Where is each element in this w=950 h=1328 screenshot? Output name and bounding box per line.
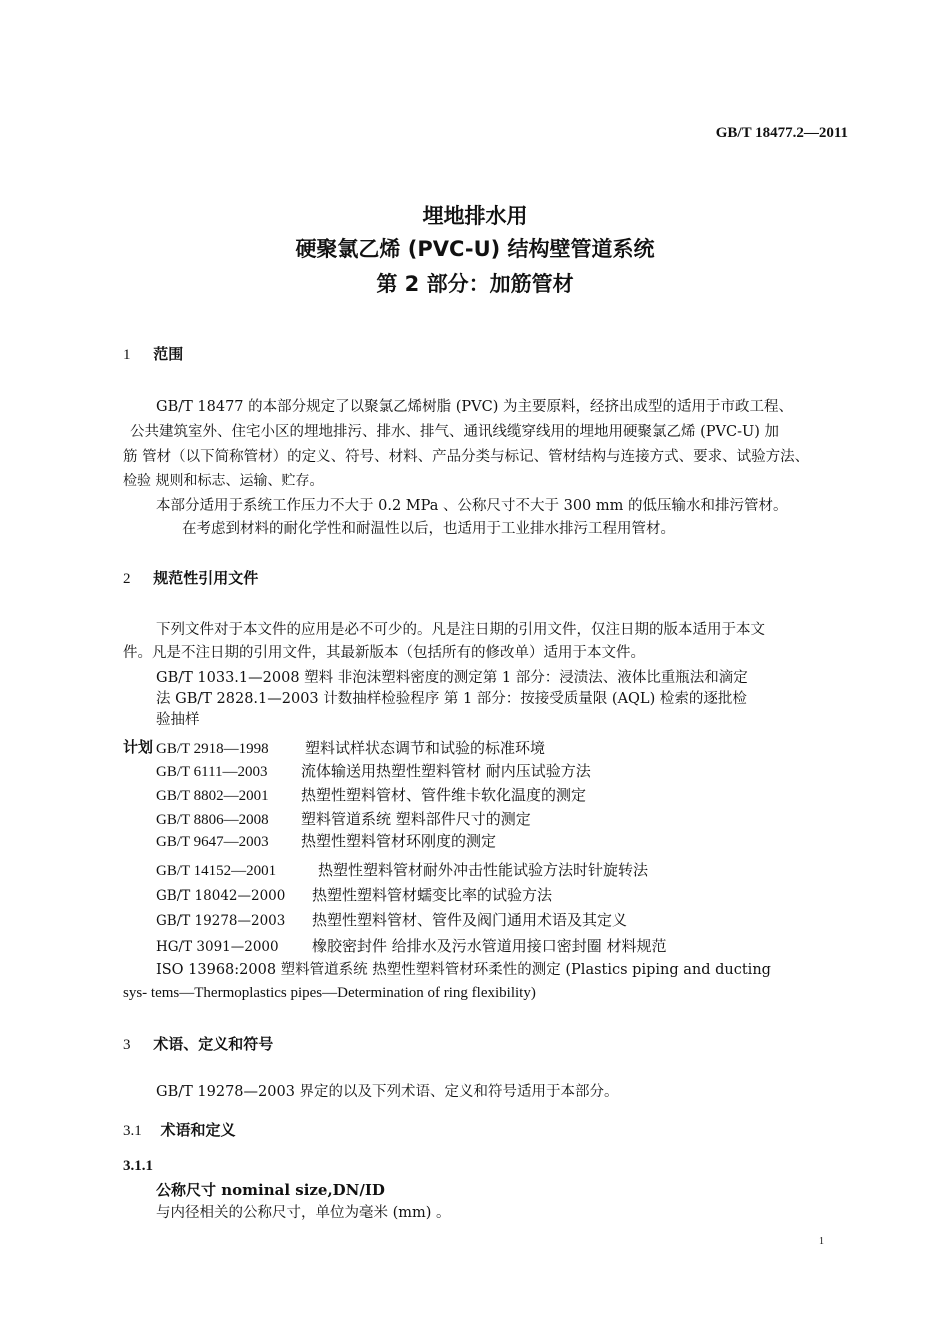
reference-item	[156, 810, 531, 829]
section-2-heading	[123, 569, 258, 588]
reference-code: HG/T 3091—2000	[156, 939, 279, 955]
section-3-number: 3	[123, 1037, 131, 1053]
reference-title: 热塑性塑料管材耐外冲击性能试验方法时针旋转法	[318, 861, 649, 879]
reference-title: 塑料管道系统 塑料部件尺寸的测定	[301, 810, 531, 828]
reference-title: 流体输送用热塑性塑料管材 耐内压试验方法	[301, 762, 591, 780]
term-name: 公称尺寸 nominal size,DN/ID	[156, 1181, 385, 1199]
scope-applicability-line-1: 本部分适用于系统工作压力不大于 0.2 MPa 、公称尺寸不大于 300 mm 的低压输水和排污管材。	[156, 498, 788, 514]
reference-code: GB/T 8806—2008	[156, 812, 269, 828]
section-3-title: 术语、定义和符号	[153, 1035, 274, 1053]
section-1-heading	[123, 345, 183, 364]
reference-code: GB/T 14152—2001	[156, 863, 277, 879]
reference-1033-line-3: 验抽样	[156, 712, 200, 728]
section-1-title: 范围	[153, 345, 184, 363]
subsection-3-1-number: 3.1	[123, 1123, 142, 1139]
reference-code: GB/T 6111—2003	[156, 764, 268, 780]
reference-title: 橡胶密封件 给排水及污水管道用接口密封圈 材料规范	[312, 937, 667, 955]
scope-line-2: 公共建筑室外、住宅小区的埋地排污、排水、排气、通讯线缆穿线用的埋地用硬聚氯乙烯 (PVC-U) 加	[130, 424, 779, 440]
reference-item	[156, 886, 552, 905]
terms-intro: GB/T 19278—2003 界定的以及下列术语、定义和符号适用于本部分。	[156, 1084, 619, 1100]
scope-line-4: 检验 规则和标志、运输、贮存。	[123, 473, 324, 489]
page-number: 1	[819, 1236, 824, 1247]
scope-applicability-line-2: 在考虑到材料的耐化学性和耐温性以后，也适用于工业排水排污工程用管材。	[182, 521, 675, 537]
title-line-3: 第 2 部分：加筋管材	[376, 272, 574, 296]
reference-item	[156, 861, 648, 880]
reference-item	[156, 911, 627, 930]
reference-iso-line-1: ISO 13968:2008 塑料管道系统 热塑性塑料管材环柔性的测定 (Plastics piping and ducting	[156, 962, 771, 978]
section-2-title: 规范性引用文件	[153, 569, 259, 587]
reference-title: 热塑性塑料管材蠕变比率的试验方法	[312, 886, 553, 904]
reference-title: 热塑性塑料管材、管件及阀门通用术语及其定义	[312, 911, 628, 929]
reference-iso-line-2: sys- tems—Thermoplastics pipes—Determination of ring flexibility)	[123, 985, 536, 1001]
reference-code: GB/T 2918—1998	[156, 741, 269, 757]
section-3-heading	[123, 1035, 273, 1054]
references-intro-line-2: 件。凡是不注日期的引用文件，其最新版本（包括所有的修改单）适用于本文件。	[123, 645, 645, 661]
references-intro-line-1: 下列文件对于本文件的应用是必不可少的。凡是注日期的引用文件，仅注日期的版本适用于本文	[156, 622, 765, 638]
reference-code: GB/T 19278—2003	[156, 913, 286, 929]
term-definition: 与内径相关的公称尺寸，单位为毫米 (mm) 。	[156, 1205, 451, 1221]
subsection-3-1-heading	[123, 1121, 236, 1140]
reference-code: GB/T 8802—2001	[156, 788, 269, 804]
reference-title: 热塑性塑料管材环刚度的测定	[301, 832, 497, 850]
term-number: 3.1.1	[123, 1158, 153, 1174]
scope-line-3: 筋 管材（以下简称管材）的定义、符号、材料、产品分类与标记、管材结构与连接方式、要求、试验方法、	[123, 449, 810, 465]
reference-title: 热塑性塑料管材、管件维卡软化温度的测定	[301, 786, 587, 804]
reference-prefix-mark: 计划	[123, 738, 154, 756]
section-2-number: 2	[123, 571, 131, 587]
scope-line-1: GB/T 18477 的本部分规定了以聚氯乙烯树脂 (PVC) 为主要原料，经挤出成型的适用于市政工程、	[156, 399, 793, 415]
reference-title: 塑料试样状态调节和试验的标准环境	[305, 739, 546, 757]
title-line-2: 硬聚氯乙烯 (PVC-U) 结构壁管道系统	[295, 237, 655, 261]
reference-1033-line-2: 法 GB/T 2828.1—2003 计数抽样检验程序 第 1 部分：按接受质量限 (AQL) 检索的逐批检	[156, 691, 747, 707]
reference-item	[156, 832, 496, 851]
subsection-3-1-title: 术语和定义	[160, 1121, 236, 1139]
title-line-1: 埋地排水用	[422, 204, 528, 228]
reference-item	[156, 937, 667, 956]
section-1-number: 1	[123, 347, 131, 363]
reference-code: GB/T 18042—2000	[156, 888, 286, 904]
reference-item	[156, 762, 591, 781]
reference-code: GB/T 9647—2003	[156, 834, 269, 850]
reference-item	[156, 786, 586, 805]
standard-code-header: GB/T 18477.2—2011	[715, 125, 848, 141]
reference-1033-line-1: GB/T 1033.1—2008 塑料 非泡沫塑料密度的测定第 1 部分：浸渍法、液体比重瓶法和滴定	[156, 670, 748, 686]
reference-item	[156, 739, 545, 758]
